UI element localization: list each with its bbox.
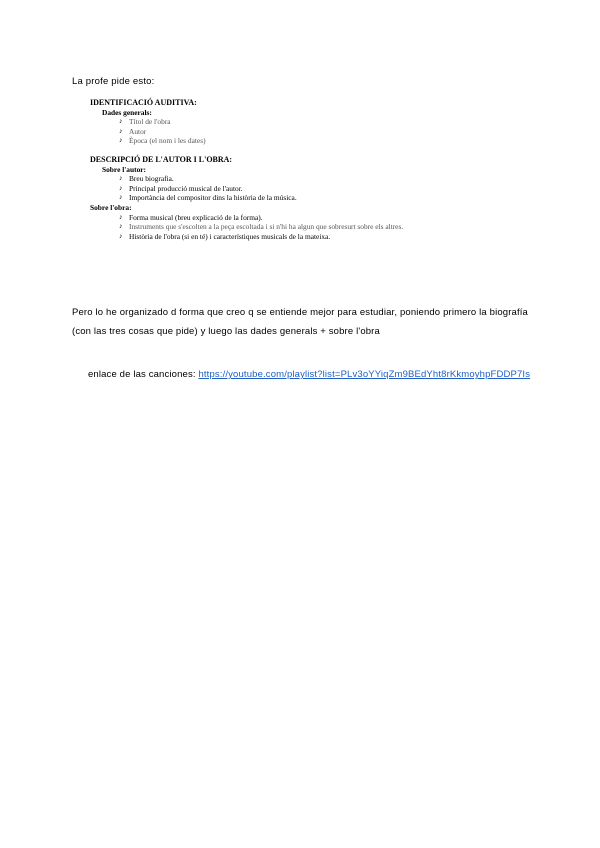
music-note-icon: ♪ (119, 117, 123, 126)
heading-descripcio: DESCRIPCIÓ DE L'AUTOR I L'OBRA: (90, 154, 233, 164)
list-item: ♪ Història de l'obra (si en té) i característiques musicals de la mateixa. (119, 231, 331, 241)
subheading-dades-generals: Dades generals: (102, 107, 152, 117)
list-item: ♪ Època (el nom i les dates) (119, 136, 206, 146)
list-item: ♪ Breu biografia. (119, 174, 174, 184)
list-item: ♪ Principal producció musical de l'autor. (119, 183, 243, 193)
heading-identificacio: IDENTIFICACIÓ AUDITIVA: (90, 98, 197, 107)
list-item: ♪ Importància del compositor dins la història de la música. (119, 193, 297, 203)
body-paragraph: Pero lo he organizado d forma que creo q se entiende mejor para estudiar, poniendo primero la biografía (con las tres cosas que pide) y luego las dades generals + sobre l'obra (72, 306, 528, 337)
music-note-icon: ♪ (119, 126, 123, 135)
intro-text: La profe pide esto: (72, 76, 155, 87)
music-note-icon: ♪ (119, 174, 123, 183)
list-item: ♪ Forma musical (breu explicació de la forma). (119, 212, 263, 222)
subheading-sobre-autor: Sobre l'autor: (102, 164, 147, 174)
list-sobre-obra (90, 213, 420, 242)
music-note-icon: ♪ (119, 183, 123, 192)
list-dades-generals (90, 117, 420, 146)
music-note-icon: ♪ (119, 136, 123, 145)
list-sobre-autor (90, 174, 420, 203)
list-item: ♪ Autor (119, 126, 147, 136)
music-note-icon: ♪ (119, 231, 123, 240)
playlist-link[interactable]: https://youtube.com/playlist?list=PLv3oYYiqZm9BEdYht8rKkmoyhpFDDP7Is (198, 369, 531, 380)
music-note-icon: ♪ (119, 212, 123, 221)
subheading-sobre-obra: Sobre l'obra: (90, 202, 132, 212)
link-label: enlace de las canciones: (88, 369, 196, 380)
list-item: ♪ Títol de l'obra (119, 117, 171, 127)
songs-link-line (88, 369, 530, 380)
music-note-icon: ♪ (119, 222, 123, 231)
music-note-icon: ♪ (119, 193, 123, 202)
list-item: ♪ Instruments que s'escolten a la peça escoltada i si n'hi ha algun que sobresurt sobre els altres. (119, 222, 404, 232)
embedded-assignment-image (90, 98, 420, 241)
